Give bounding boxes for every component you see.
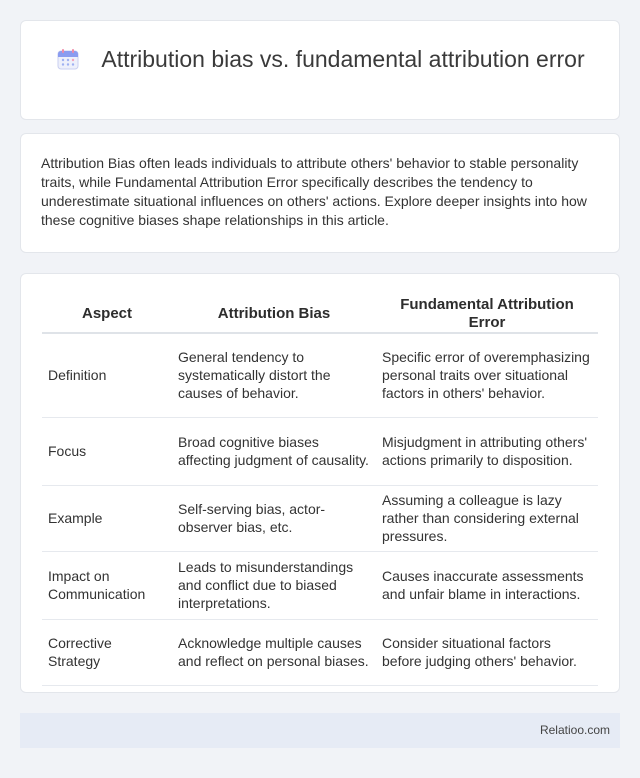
row-fundamental-error: Misjudgment in attributing others' actions primarily to disposition. xyxy=(376,417,598,485)
row-fundamental-error: Assuming a colleague is lazy rather than considering external pressures. xyxy=(376,485,598,551)
table-row xyxy=(42,551,598,619)
table-row xyxy=(42,485,598,551)
row-fundamental-error: Consider situational factors before judging others' behavior. xyxy=(376,619,598,685)
footer-bar xyxy=(20,713,620,748)
row-attribution-bias: General tendency to systematically distort the causes of behavior. xyxy=(172,333,376,417)
comparison-table xyxy=(42,296,598,686)
calendar-icon xyxy=(57,48,79,70)
row-aspect: Corrective Strategy xyxy=(42,619,172,685)
title-card xyxy=(20,20,620,120)
row-attribution-bias: Leads to misunderstandings and conflict due to biased interpretations. xyxy=(172,551,376,619)
intro-card xyxy=(20,133,620,253)
table-row xyxy=(42,417,598,485)
row-aspect: Definition xyxy=(42,333,172,417)
intro-paragraph: Attribution Bias often leads individuals to attribute others' behavior to stable personality traits, while Fundamental Attribution Error specifically describes the tendency to underestimate situational influences on others' actions. Explore deeper insights into how these cognitive biases shape relationships in this article. xyxy=(41,155,587,228)
header-fundamental-attribution-error: Fundamental Attribution Error xyxy=(376,296,598,333)
row-aspect: Example xyxy=(42,485,172,551)
footer-brand-link[interactable]: Relatioo.com xyxy=(539,723,610,737)
table-row xyxy=(42,619,598,685)
table-row xyxy=(42,333,598,417)
row-fundamental-error: Causes inaccurate assessments and unfair blame in interactions. xyxy=(376,551,598,619)
page-title: Attribution bias vs. fundamental attribution error xyxy=(101,46,585,72)
header-attribution-bias: Attribution Bias xyxy=(172,296,376,333)
row-attribution-bias: Broad cognitive biases affecting judgment of causality. xyxy=(172,417,376,485)
title-row xyxy=(21,44,621,74)
header-aspect: Aspect xyxy=(42,296,172,333)
row-aspect: Impact on Communication xyxy=(42,551,172,619)
row-attribution-bias: Acknowledge multiple causes and reflect on personal biases. xyxy=(172,619,376,685)
comparison-card xyxy=(20,273,620,693)
row-attribution-bias: Self-serving bias, actor-observer bias, etc. xyxy=(172,485,376,551)
table-header-row xyxy=(42,296,598,333)
row-aspect: Focus xyxy=(42,417,172,485)
row-fundamental-error: Specific error of overemphasizing personal traits over situational factors in others' behavior. xyxy=(376,333,598,417)
